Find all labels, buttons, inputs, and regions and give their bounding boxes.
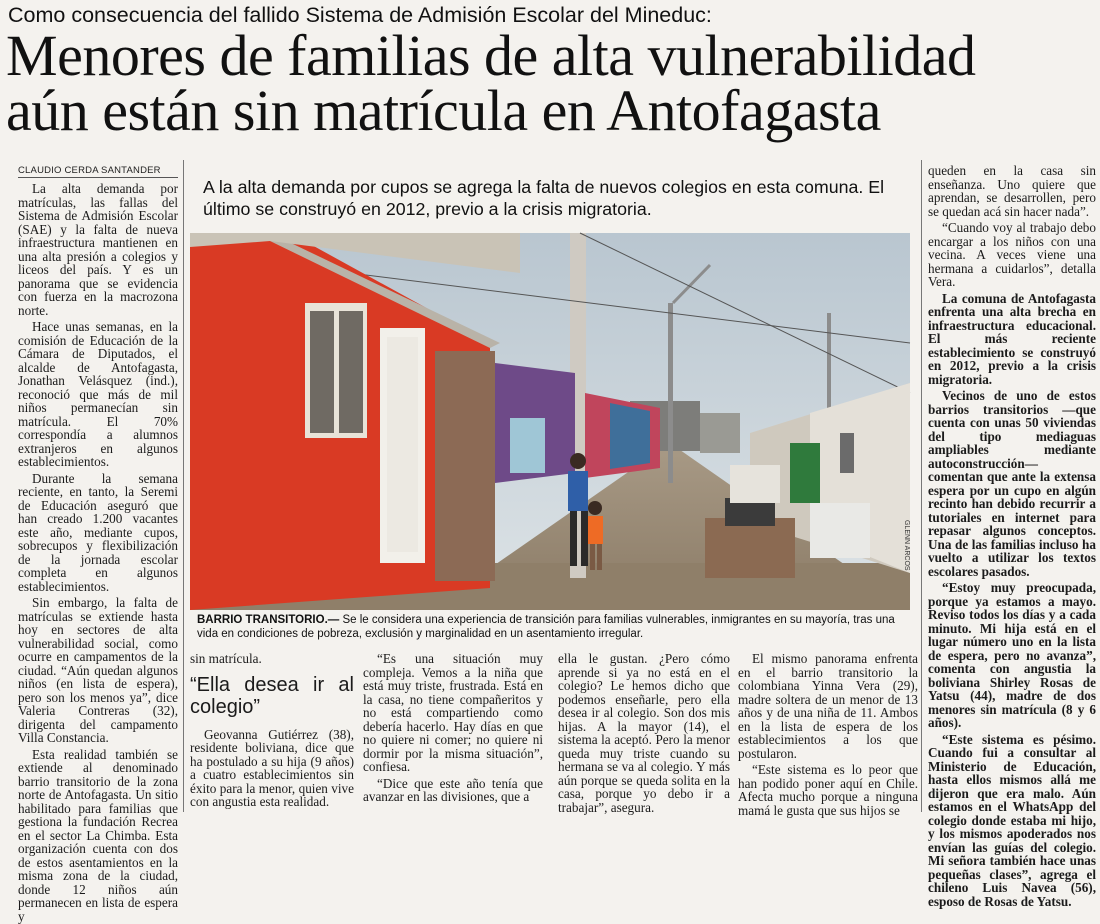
photo-credit: GLENN ARCOS bbox=[903, 520, 910, 571]
column-2 bbox=[190, 652, 354, 810]
col2-paragraph: Geovanna Gutiérrez (38), residente boliviana, dice que ha postulado a su hija (9 años) a cuatro establecimientos sin éxito para la menor, quien vive con angustia esta realidad. bbox=[190, 726, 354, 809]
article-photo bbox=[190, 233, 910, 610]
col1-paragraph: La alta demanda por matrículas, las fallas del Sistema de Admisión Escolar (SAE) y la falta de nueva infraestructura mantienen en una alta presión a colegios y liceos del país. Y es un panorama que se evidencia con fuerza en la macrozona norte. bbox=[18, 181, 178, 318]
col1-paragraph: Hace unas semanas, en la comisión de Educación de la Cámara de Diputados, el alcalde de Antofagasta, Jonathan Velásquez (ind.), reconoció que más de mil niños permanecían sin matrícula. El 70% correspondía a alumnos extranjeros en algunos establecimientos. bbox=[18, 319, 178, 469]
byline-rule bbox=[18, 177, 178, 178]
col6-paragraph-bold: “Estoy muy preocupada, porque ya estamos a mayo. Reviso todos los días y a cada minuto. Mi hija está en el lugar número uno en la lista de espera, pero no avanza”, comenta con angustia la boliviana Shirley Rosas de Yatsu (44), madre de dos menores sin matrícula (8 y 6 años). bbox=[928, 580, 1096, 730]
kicker: Como consecuencia del fallido Sistema de Admisión Escolar del Mineduc: bbox=[8, 3, 712, 27]
col6-paragraph-bold: “Este sistema es pésimo. Cuando fui a consultar al Ministerio de Educación, hasta ellos mismos allá me dijeron que era malo. Aún estamos en el WhatsApp del colegio donde estaba mi hijo, y los mismos apoderados nos envían las guías del colegio. Mi señora también hace unas pequeñas clases”, agrega el chileno Luis Navea (56), esposo de Rosas de Yatsu. bbox=[928, 731, 1096, 909]
col5-paragraph: El mismo panorama enfrenta en el barrio transitorio la colombiana Yinna Vera (29), madre soltera de un menor de 13 años y de una niña de 11. Ambos en la lista de espera de los establecimientos a los que postularon. bbox=[738, 651, 918, 761]
col6-paragraph: “Cuando voy al trabajo debo encargar a los niños con una vecina. A veces viene una hermana a cuidarlos”, detalla Vera. bbox=[928, 220, 1096, 289]
photo-barrio-transitorio bbox=[190, 233, 910, 610]
col5-paragraph: “Este sistema es lo peor que han podido poner aquí en Chile. Afecta mucho porque a ninguna mamá le gusta que sus hijos se bbox=[738, 762, 918, 818]
col3-paragraph: “Es una situación muy compleja. Vemos a la niña que está muy triste, frustrada. Está en la casa, no tiene compañeritos y no está compartiendo como debería hacerlo. Hay días en que no quiere ni comer; no quiere ni dormir por la misma situación”, confiesa. bbox=[363, 651, 543, 774]
col6-paragraph-bold: Vecinos de uno de estos barrios transitorios —que cuenta con unas 50 viviendas del tipo mediaguas ampliables mediante autoconstrucción— comentan que ante la extensa espera por un cupo en algún recinto han debido recurrir a tutoriales en internet para repasar algunos conceptos. Una de las familias incluso ha vuelto a utilizar los textos escolares pasados. bbox=[928, 388, 1096, 579]
headline-line-1: Menores de familias de alta vulnerabilidad bbox=[6, 23, 976, 88]
column-divider-right bbox=[921, 160, 922, 812]
lede: A la alta demanda por cupos se agrega la falta de nuevos colegios en esta comuna. El último se construyó en 2012, previo a la crisis migratoria. bbox=[203, 177, 885, 219]
col1-paragraph: Esta realidad también se extiende al denominado barrio transitorio de la zona norte de Antofagasta. Un sitio habilitado para familias que gestiona la fundación Recrea en el sector La Chimba. Esta organización cuenta con dos de estos asentamientos en la misma zona de la ciudad, donde 12 niños aún permanecen en lista de espera y bbox=[18, 746, 178, 924]
photo-caption bbox=[197, 614, 917, 641]
col1-paragraph: Sin embargo, la falta de matrículas se extiende hasta hoy en sectores de alta vulnerabilidad social, como ocurre en campamentos de la ciudad. “Aún quedan algunos niños (en lista de espera), pero son los menos ya”, dice Valeria Contreras (32), dirigenta del campamento Villa Constancia. bbox=[18, 595, 178, 745]
col6-paragraph-bold: La comuna de Antofagasta enfrenta una alta brecha en infraestructura educacional. El más reciente establecimiento se construyó en 2012, previo a la crisis migratoria. bbox=[928, 290, 1096, 387]
col1-paragraph: Durante la semana reciente, en tanto, la Seremi de Educación aseguró que han creado 1.200 vacantes este año, mediante cupos, sobrecupos y flexibilización de la jornada escolar completa en algunos establecimientos. bbox=[18, 470, 178, 594]
col2-continuation: sin matrícula. bbox=[190, 651, 262, 666]
column-divider-left bbox=[183, 160, 184, 812]
byline: CLAUDIO CERDA SANTANDER bbox=[18, 165, 161, 176]
col6-paragraph: queden en la casa sin enseñanza. Uno quiere que aprendan, se desarrollen, pero se quedan acá sin hacer nada”. bbox=[928, 163, 1096, 219]
column-5 bbox=[738, 651, 918, 818]
col3-paragraph: “Dice que este año tenía que avanzar en las divisiones, que a bbox=[363, 775, 543, 804]
column-4 bbox=[558, 651, 730, 815]
column-1 bbox=[18, 181, 178, 924]
subheading: “Ella desea ir al colegio” bbox=[190, 673, 354, 718]
headline bbox=[6, 23, 976, 143]
headline-line-2: aún están sin matrícula en Antofagasta bbox=[6, 78, 881, 143]
column-3 bbox=[363, 652, 543, 810]
caption-text: Se le considera una experiencia de transición para familias vulnerables, inmigrantes en su mayoría, tras una vida en condiciones de pobreza, exclusión y marginalidad en un asentamiento irregular. bbox=[197, 614, 895, 640]
caption-label: BARRIO TRANSITORIO.— bbox=[197, 614, 340, 626]
col4-paragraph: ella le gustan. ¿Pero cómo aprende si ya no está en el colegio? Le hemos dicho que podemos enseñarle, pero ella desea ir al colegio. Son dos mis hijas. A la mayor (14), el sistema la aceptó. Pero la menor queda muy triste cuando su hermana se va al colegio. Y más aún porque se queda solita en la casa, porque yo debo ir a trabajar”, asegura. bbox=[558, 651, 730, 815]
column-6 bbox=[928, 163, 1096, 909]
